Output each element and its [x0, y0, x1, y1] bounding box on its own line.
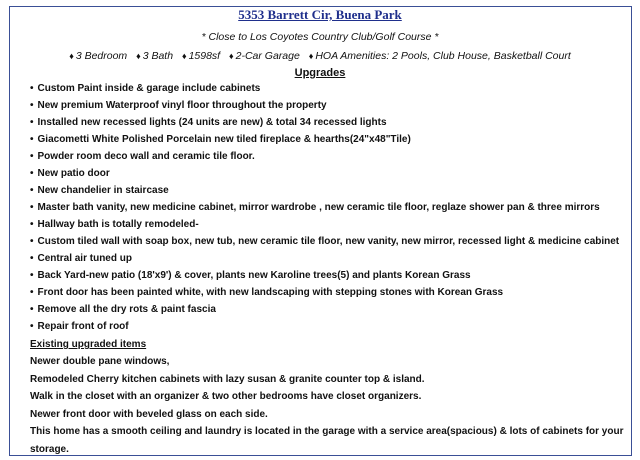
list-item-text: Hallway bath is totally remodeled- [37, 219, 199, 230]
fact-item [229, 50, 300, 62]
existing-item: Walk in the closet with an organizer & two other bedrooms have closet organizers. [30, 391, 422, 402]
list-item-text: Custom Paint inside & garage include cabinets [37, 83, 261, 94]
fact-label: 3 Bedroom [75, 50, 128, 62]
page-title: 5353 Barrett Cir, Buena Park [238, 7, 402, 22]
bullet-icon: • [30, 219, 34, 230]
list-item-text: Front door has been painted white, with new landscaping with stepping stones with Korean Grass [37, 287, 504, 298]
fact-item [309, 50, 571, 62]
upgrades-list [30, 80, 619, 335]
list-item [30, 233, 619, 250]
bullet-icon: • [30, 100, 34, 111]
existing-item: storage. [30, 443, 69, 455]
bullet-icon: • [30, 134, 34, 145]
list-item-text: Master bath vanity, new medicine cabinet, mirror wardrobe , new ceramic tile floor, reglaze shower pan & three mirrors [37, 202, 600, 213]
list-item [30, 148, 619, 165]
bullet-icon: • [30, 185, 34, 196]
list-item [30, 301, 619, 318]
bullet-icon: • [30, 151, 34, 162]
subtitle: * Close to Los Coyotes Country Club/Golf Course * [201, 31, 439, 43]
list-item-text: Giacometti White Polished Porcelain new tiled fireplace & hearths(24"x48"Tile) [37, 134, 411, 145]
fact-label: 2-Car Garage [235, 50, 300, 62]
list-item [30, 284, 619, 301]
fact-item [69, 50, 127, 62]
list-item-text: Central air tuned up [37, 253, 132, 264]
list-item [30, 114, 619, 131]
bullet-icon: • [30, 168, 34, 179]
bullet-icon: • [30, 287, 34, 298]
list-item [30, 165, 619, 182]
list-item [30, 199, 619, 216]
list-item-text: Back Yard-new patio (18'x9') & cover, plants new Karoline trees(5) and plants Korean Grass [37, 270, 471, 281]
list-item [30, 182, 619, 199]
list-item-text: New premium Waterproof vinyl floor throughout the property [37, 100, 327, 111]
list-item-text: New patio door [37, 168, 110, 179]
diamond-bullet-icon: ♦ [308, 51, 314, 61]
bullet-icon: • [30, 304, 34, 315]
list-item-text: Custom tiled wall with soap box, new tub, new ceramic tile floor, new vanity, new mirror, recessed light & medicine cabinet [37, 236, 620, 247]
fact-item [136, 50, 173, 62]
diamond-bullet-icon: ♦ [229, 51, 234, 61]
existing-item: Newer front door with beveled glass on each side. [30, 408, 268, 420]
existing-item: This home has a smooth ceiling and laundry is located in the garage with a service area(spacious) & lots of cabinets for your [30, 426, 624, 437]
list-item-text: New chandelier in staircase [37, 185, 169, 196]
fact-label: 3 Bath [142, 50, 174, 62]
list-item-text: Repair front of roof [37, 321, 129, 332]
existing-item: Newer double pane windows, [30, 356, 170, 367]
list-item [30, 250, 619, 267]
existing-item: Remodeled Cherry kitchen cabinets with lazy susan & granite counter top & island. [30, 373, 425, 385]
bullet-icon: • [30, 83, 34, 94]
bullet-icon: • [30, 117, 34, 128]
fact-item [182, 50, 220, 62]
list-item-text: Powder room deco wall and ceramic tile floor. [37, 151, 255, 162]
list-item [30, 97, 619, 114]
bullet-icon: • [30, 202, 34, 213]
diamond-bullet-icon: ♦ [69, 51, 74, 61]
list-item-text: Installed new recessed lights (24 units are new) & total 34 recessed lights [37, 117, 387, 128]
existing-items-heading: Existing upgraded items [30, 339, 147, 350]
list-item [30, 216, 619, 233]
list-item-text: Remove all the dry rots & paint fascia [37, 304, 216, 315]
upgrades-heading: Upgrades [294, 67, 346, 79]
diamond-bullet-icon: ♦ [136, 51, 141, 61]
property-facts [0, 50, 640, 62]
bullet-icon: • [30, 270, 34, 281]
bullet-icon: • [30, 236, 34, 247]
fact-label: HOA Amenities: 2 Pools, Club House, Basketball Court [315, 50, 571, 62]
existing-items-section [30, 336, 623, 458]
list-item [30, 131, 619, 148]
diamond-bullet-icon: ♦ [181, 51, 187, 61]
list-item [30, 267, 619, 284]
bullet-icon: • [30, 321, 34, 332]
list-item [30, 318, 619, 335]
fact-label: 1598sf [188, 50, 221, 62]
list-item [30, 80, 619, 97]
bullet-icon: • [30, 253, 34, 264]
